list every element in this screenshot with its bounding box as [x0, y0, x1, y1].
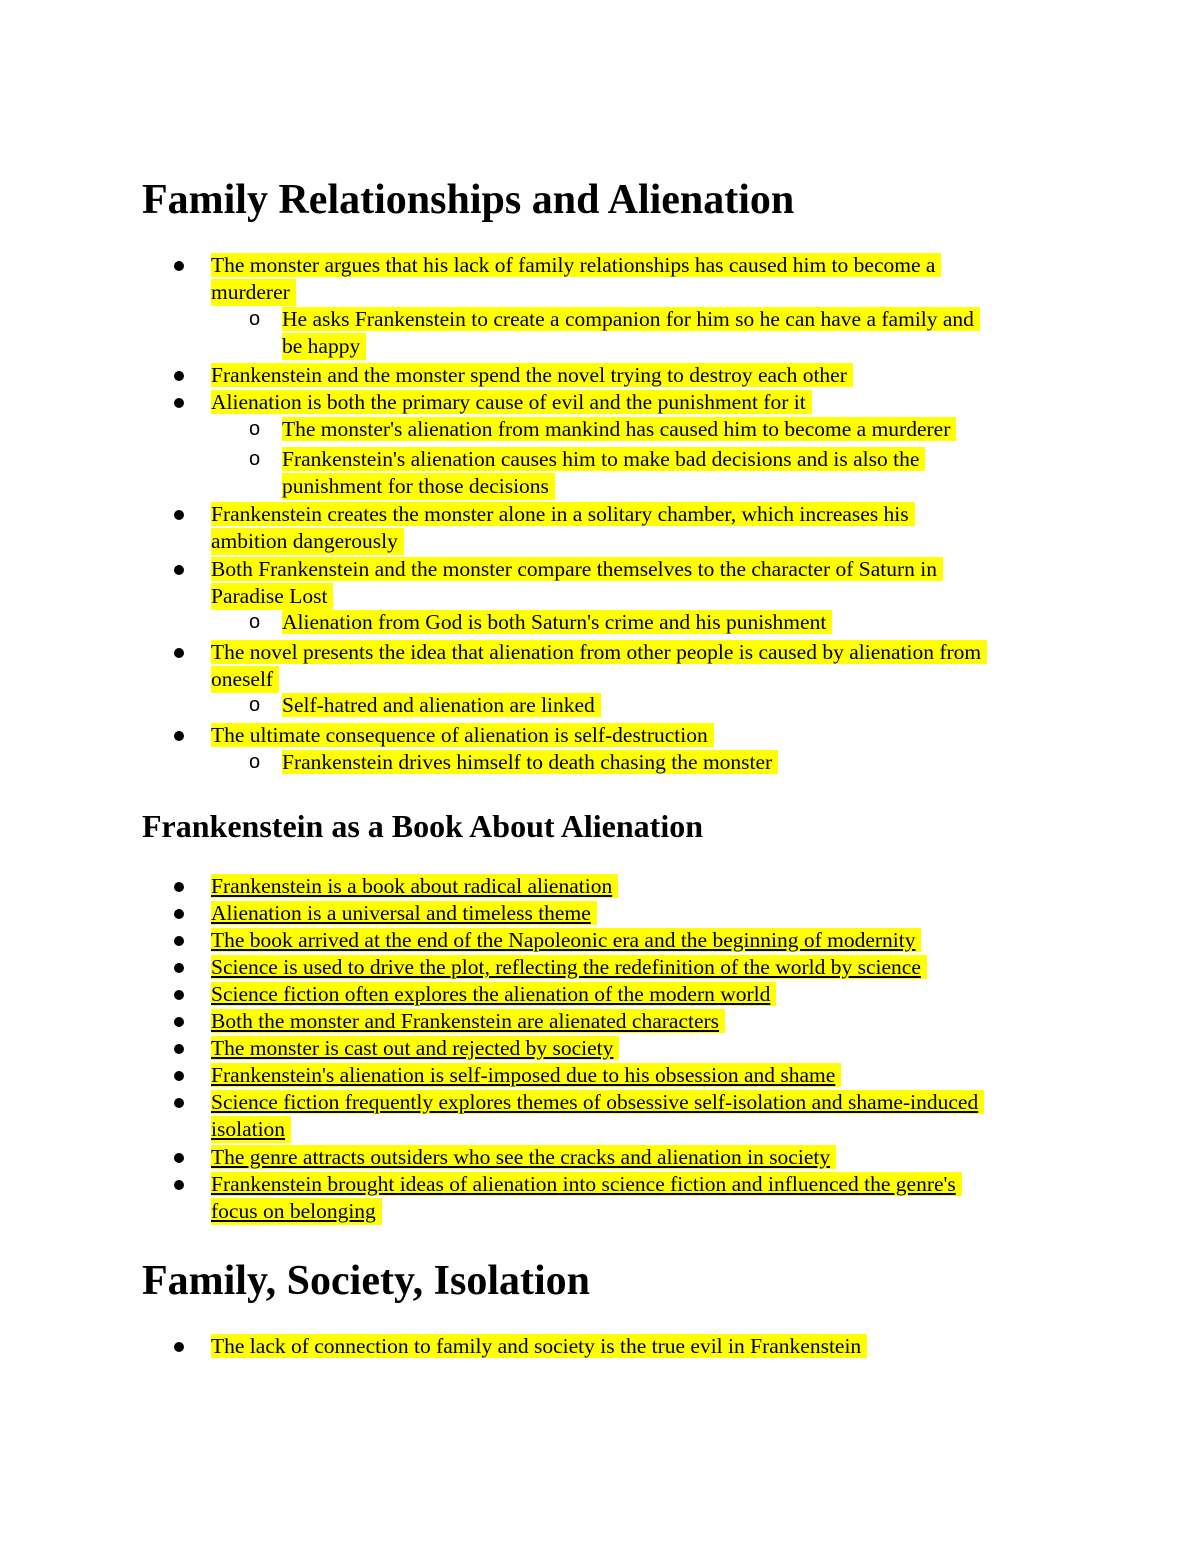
bullet-icon [174, 565, 184, 575]
bullet-icon [174, 1044, 184, 1054]
bullet-icon [174, 936, 184, 946]
bullet-icon [174, 371, 184, 381]
sub-bullet-icon: o [249, 611, 261, 633]
bullet-icon [174, 1017, 184, 1027]
section-heading-book-about-alienation: Frankenstein as a Book About Alienation [142, 808, 703, 844]
bullet-icon [174, 909, 184, 919]
bullet-icon [174, 1180, 184, 1190]
bullet-icon [174, 1098, 184, 1108]
sub-bullet-icon: o [249, 308, 261, 330]
bullet-icon [174, 510, 184, 520]
sub-bullet-icon: o [249, 751, 261, 773]
bullet-icon [174, 261, 184, 271]
section-heading-family-society-isolation: Family, Society, Isolation [142, 1258, 591, 1304]
sub-bullet-icon: o [249, 694, 261, 716]
bullet-icon [174, 963, 184, 973]
bullet-icon [174, 882, 184, 892]
bullet-icon [174, 1071, 184, 1081]
bullet-icon [174, 731, 184, 741]
bullet-icon [174, 648, 184, 658]
document-page: Family Relationships and Alienation The monster argues that his lack of family relationships has caused him to become a murderer o He asks Frankenstein to create a companion for him so he can have a family and be happy Frankenstein and the monster spend the novel trying to destroy each other Alienation is both the primary cause of evil and the punishment for it o The monster's alienation from mankind has caused him to become a murderer o Frankenstein's alienation causes him to make bad decisions and is also the punishment for those decisions Frankenstein creates the monster alone in a solitary chamber, which increases his ambition dangerously Both Frankenstein and the monster compare themselves to the character of Saturn in Paradise Lost o Alienation from God is both Saturn's crime and his punishment The novel presents the idea that alienation from other people is caused by alienation from oneself o Self-hatred and alienation are linked The ultimate consequence of alienation is self-destruction o Frankenstein drives himself to death chasing the monster Frankenstein as a Book About Alienation Frankenstein is a book about radical alienation Alienation is a universal and timeless theme The book arrived at the end of the Napoleonic era and the beginning of modernity Science is used to drive the plot, reflecting the redefinition of the world by science Science fiction often explores the alienation of the modern world Both the monster and Frankenstein are alienated characters The monster is cast out and rejected by society Frankenstein's alienation is self-imposed due to his obsession and shame Science fiction frequently explores themes of obsessive self-isolation and shame-induced isolation The genre attracts outsiders who see the cracks and alienation in society Frankenstein brought ideas of alienation into science fiction and influenced the genre's focus on belonging Family, Society, Isolation The lack of connection to family and society is the true evil in Frankenstein [0, 0, 1200, 1553]
sub-bullet-icon: o [249, 448, 261, 470]
section-heading-family-relationships: Family Relationships and Alienation [142, 177, 795, 223]
sub-bullet-icon: o [249, 418, 261, 440]
bullet-icon [174, 398, 184, 408]
bullet-icon [174, 1153, 184, 1163]
bullet-icon [174, 1342, 184, 1352]
bullet-icon [174, 990, 184, 1000]
